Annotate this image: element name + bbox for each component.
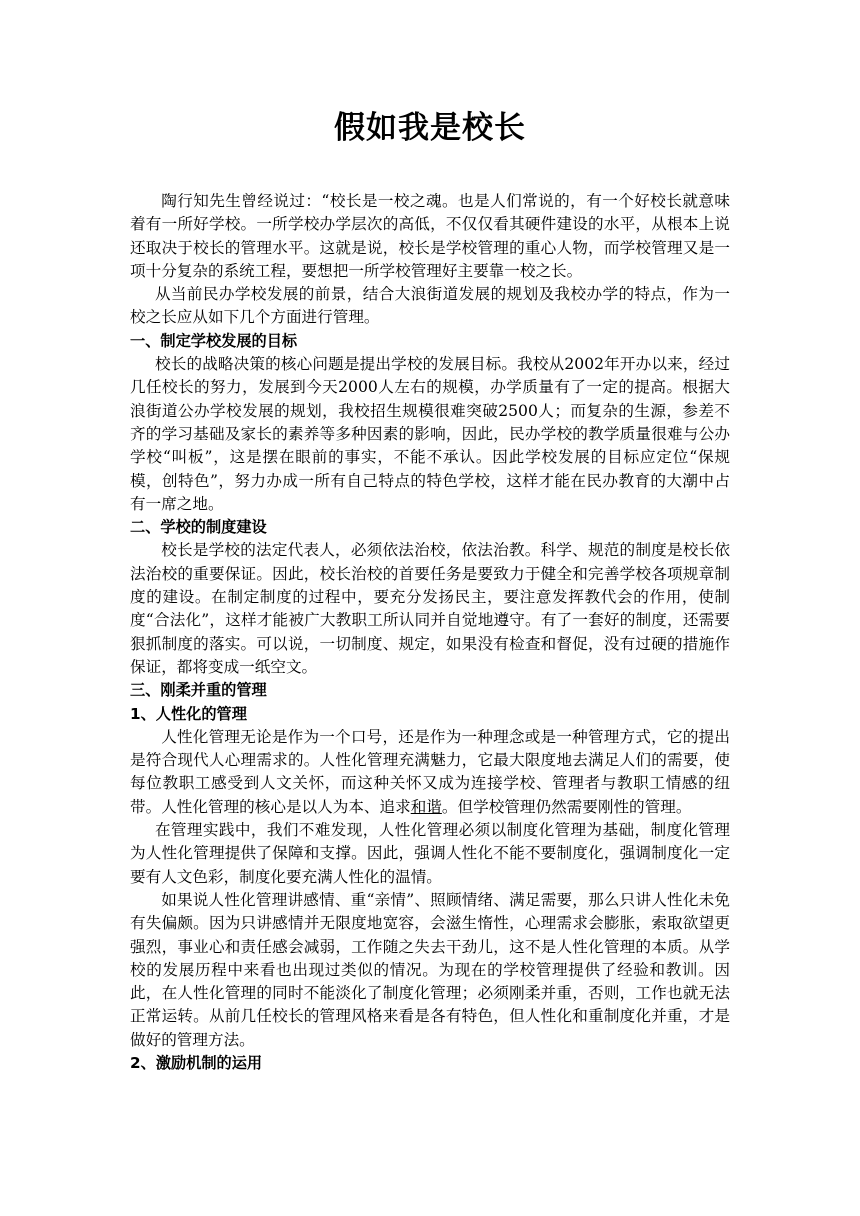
intro-paragraph-2: 从当前民办学校发展的前景，结合大浪街道发展的规划及我校办学的特点，作为一校之长应从如下几个方面进行管理。	[130, 285, 730, 327]
humanized-paragraph-1	[130, 726, 730, 819]
section-goals-paragraph: 校长的战略决策的核心问题是提出学校的发展目标。我校从2002年开办以来，经过几任校长的努力，发展到今天2000人左右的规模，办学质量有了一定的提高。根据大浪街道公办学校发展的规划，我校招生规模很难突破2500人；而复杂的生源，参差不齐的学习基础及家长的素养等多种因素的影响，因此，民办学校的教学质量很难与公办学校“叫板”，这是摆在眼前的事实，不能不承认。因此学校发展的目标应定位“保规模，创特色”，努力办成一所有自己特点的特色学校，这样才能在民办教育的大潮中占有一席之地。	[130, 355, 730, 513]
subsection-heading-humanized: 1、人性化的管理	[130, 704, 247, 723]
humanized-text-after: 。但学校管理仍然需要刚性的管理。	[441, 797, 692, 816]
section-heading-goals: 一、制定学校发展的目标	[130, 331, 298, 350]
humanized-paragraph-2: 在管理实践中，我们不难发现，人性化管理必须以制度化管理为基础，制度化管理为人性化管理提供了保障和支撑。因此，强调人性化不能不要制度化，强调制度化一定要有人文色彩，制度化要充满人性化的温情。	[130, 821, 730, 886]
section-heading-management: 三、刚柔并重的管理	[130, 681, 267, 700]
document-title: 假如我是校长	[334, 110, 526, 146]
underlined-term: 和谐	[410, 797, 442, 816]
section-heading-rules: 二、学校的制度建设	[130, 518, 267, 537]
subsection-heading-incentives: 2、激励机制的运用	[130, 1053, 263, 1072]
intro-paragraph-1: 陶行知先生曾经说过：“校长是一校之魂。也是人们常说的，有一个好校长就意味着有一所好学校。一所学校办学层次的高低，不仅仅看其硬件建设的水平，从根本上说还取决于校长的管理水平。这就是说，校长是学校管理的重心人物，而学校管理又是一项十分复杂的系统工程，要想把一所学校管理好主要靠一校之长。	[130, 192, 730, 280]
humanized-text-before: 人性化管理无论是作为一个口号，还是作为一种理念或是一种管理方式，它的提出是符合现代人心理需求的。人性化管理充满魅力，它最大限度地去满足人们的需要，使每位教职工感受到人文关怀，而这种关怀又成为连接学校、管理者与教职工情感的纽带。人性化管理的核心是以人为本、追求	[130, 727, 730, 816]
section-rules-paragraph: 校长是学校的法定代表人，必须依法治校，依法治教。科学、规范的制度是校长依法治校的重要保证。因此，校长治校的首要任务是要致力于健全和完善学校各项规章制度的建设。在制定制度的过程中，要充分发扬民主，要注意发挥教代会的作用，使制度“合法化”，这样才能被广大教职工所认同并自觉地遵守。有了一套好的制度，还需要狠抓制度的落实。可以说，一切制度、规定，如果没有检查和督促，没有过硬的措施作保证，都将变成一纸空文。	[130, 541, 730, 676]
humanized-paragraph-3: 如果说人性化管理讲感情、重“亲情”、照顾情绪、满足需要，那么只讲人性化未免有失偏颇。因为只讲感情并无限度地宽容，会滋生惰性，心理需求会膨胀，索取欲望更强烈，事业心和责任感会减弱，工作随之失去干劲儿，这不是人性化管理的本质。从学校的发展历程中来看也出现过类似的情况。为现在的学校管理提供了经验和教训。因此，在人性化管理的同时不能淡化了制度化管理；必须刚柔并重，否则，工作也就无法正常运转。从前几任校长的管理风格来看是各有特色，但人性化和重制度化并重，才是做好的管理方法。	[130, 890, 730, 1049]
document-body	[130, 190, 730, 1075]
